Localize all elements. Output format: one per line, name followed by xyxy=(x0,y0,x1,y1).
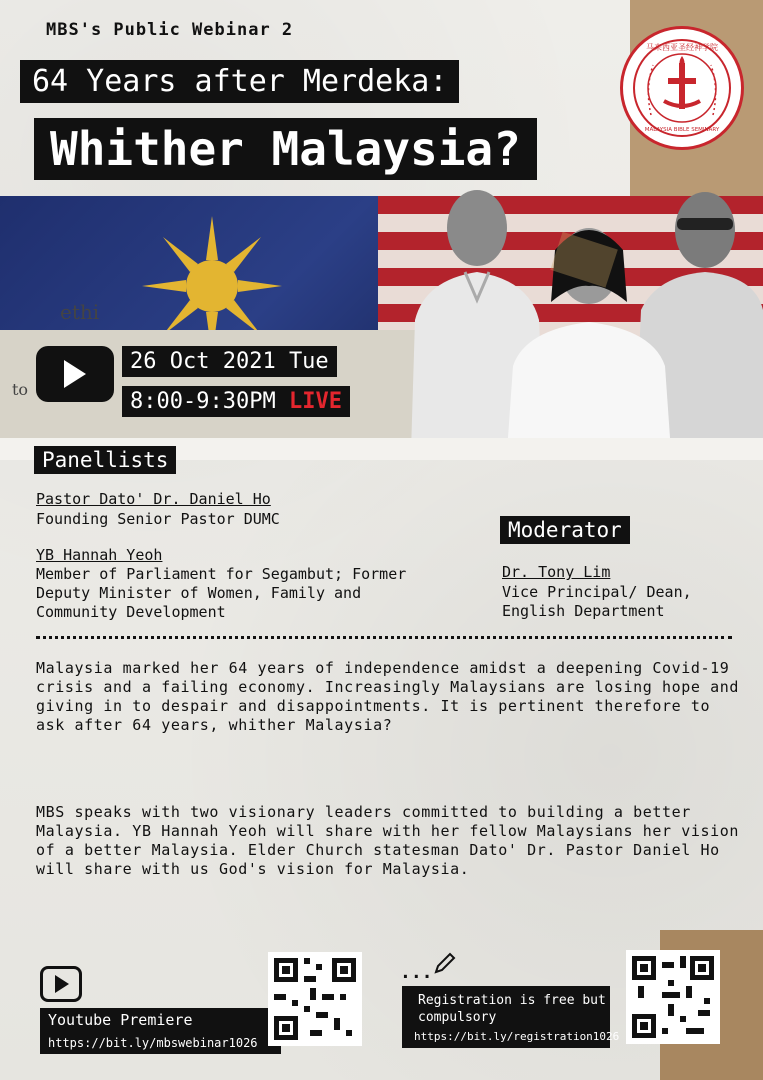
registration-qr-code[interactable] xyxy=(626,950,720,1044)
youtube-triangle-icon xyxy=(55,975,69,993)
pencil-icon xyxy=(432,950,458,976)
body-paragraph-1: Malaysia marked her 64 years of independence amidst a deepening Covid-19 crisis and a failing economy. Increasingly Malaysians are losing hope and giving in to despair and disappointments. It is pertinent therefore to ask after 64 years, whither Malaysia? xyxy=(36,659,740,734)
registration-link[interactable]: https://bit.ly/registration1026 xyxy=(414,1030,620,1043)
mbs-seal-logo xyxy=(620,26,744,150)
body-paragraph-2: MBS speaks with two visionary leaders committed to building a better Malaysia. YB Hannah Yeoh will share with her fellow Malaysians her vision of a better Malaysia. Elder Church statesman Dato' Dr. Pastor Daniel Ho will share with us God's vision for Malaysia. xyxy=(36,803,740,878)
collage-word: to xyxy=(12,380,29,399)
live-badge: LIVE xyxy=(288,389,342,414)
panellist-2-role: Member of Parliament for Segambut; Former Deputy Minister of Women, Family and Community Development xyxy=(36,565,407,621)
moderator-role: Vice Principal/ Dean, English Department xyxy=(502,583,692,620)
title-line-1: 64 Years after Merdeka: xyxy=(20,60,459,103)
moderator-heading: Moderator xyxy=(500,516,630,544)
panellist-1-name: Pastor Dato' Dr. Daniel Ho xyxy=(36,490,271,508)
event-date: 26 Oct 2021 Tue xyxy=(122,346,337,377)
ellipsis: ... xyxy=(400,962,433,983)
svg-text:MALAYSIA BIBLE SEMINARY: MALAYSIA BIBLE SEMINARY xyxy=(644,127,720,133)
youtube-qr-code[interactable] xyxy=(268,952,362,1046)
svg-text:马来西亚圣经神学院: 马来西亚圣经神学院 xyxy=(646,43,718,52)
panellist-1-role: Founding Senior Pastor DUMC xyxy=(36,510,280,528)
moderator-name: Dr. Tony Lim xyxy=(502,563,611,581)
event-time-range: 8:00-9:30PM xyxy=(130,389,276,414)
event-time xyxy=(122,386,350,417)
webinar-kicker: MBS's Public Webinar 2 xyxy=(46,20,294,40)
play-icon xyxy=(64,360,86,388)
youtube-link[interactable]: https://bit.ly/mbswebinar1026 xyxy=(40,1032,281,1054)
dotted-divider xyxy=(36,636,732,639)
youtube-premiere-label: Youtube Premiere xyxy=(40,1008,281,1032)
registration-box xyxy=(402,986,620,1048)
registration-text: Registration is free but compulsory xyxy=(418,993,606,1025)
panellists-photo xyxy=(405,180,763,452)
collage-word: ethi xyxy=(60,300,100,324)
panellist-2-name: YB Hannah Yeoh xyxy=(36,546,163,564)
panellists-heading: Panellists xyxy=(34,446,176,474)
title-line-2: Whither Malaysia? xyxy=(34,118,537,180)
